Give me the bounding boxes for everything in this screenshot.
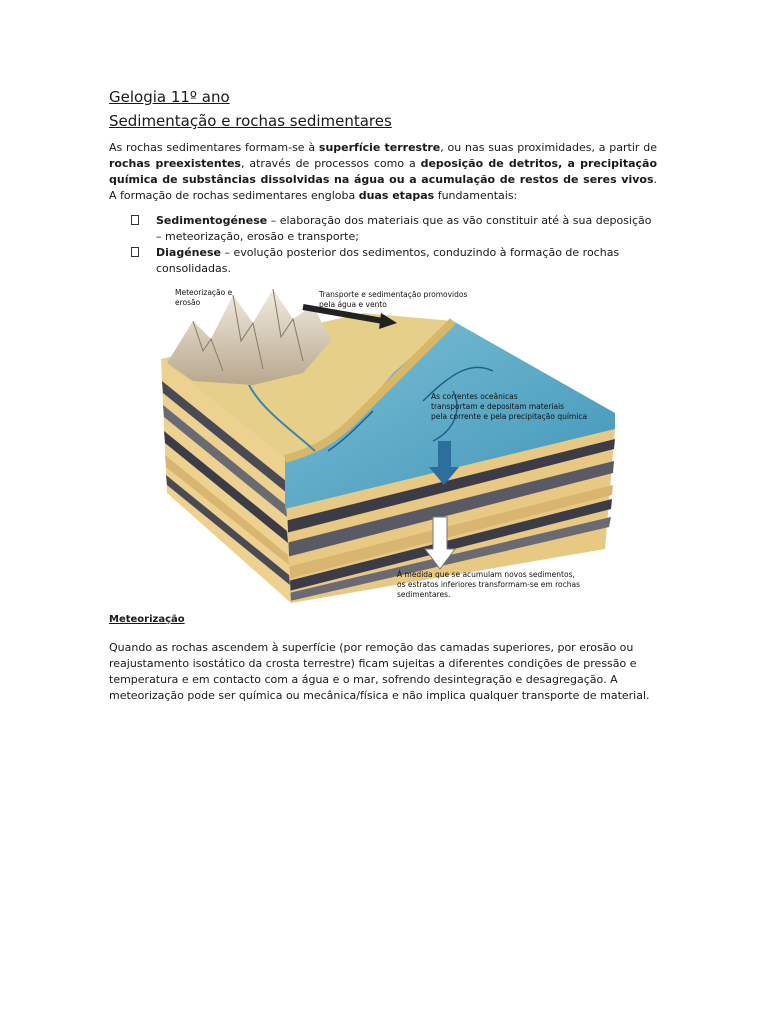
document-subtitle: Sedimentação e rochas sedimentares (109, 112, 392, 130)
label-strata-1: À medida que se acumulam novos sedimentos, (397, 570, 575, 579)
label-currents-3: pela corrente e pela precipitação química (431, 412, 588, 421)
intro-text-3: , através de processos como a (240, 157, 421, 170)
intro-bold-1: superfície terrestre (318, 141, 441, 154)
label-currents-2: transportam e depositam materiais (431, 402, 565, 411)
intro-text-4: . A formação de rochas sedimentares engloba (109, 173, 657, 202)
stage-desc: – evolução posterior dos sedimentos, conduzindo à formação de rochas consolidadas. (156, 246, 620, 275)
document-title: Gelogia 11º ano (109, 88, 230, 106)
intro-bold-2: rochas preexistentes (109, 157, 241, 170)
bullet-box-icon (131, 247, 139, 257)
intro-paragraph (109, 140, 657, 204)
label-strata-3: sedimentares. (397, 590, 451, 599)
intro-text-2: , ou nas suas proximidades, a partir de (440, 141, 657, 154)
label-strata-2: os estratos inferiores transformam-se em rochas (397, 580, 580, 589)
label-currents-1: As correntes oceânicas (431, 392, 518, 401)
label-weathering-2: erosão (175, 298, 201, 307)
stage-term: Sedimentogénese (156, 214, 268, 227)
stage-desc: – elaboração dos materiais que as vão constituir até à sua deposição – meteorização, erosão e transporte; (156, 214, 652, 243)
intro-bold-4: duas etapas (358, 189, 435, 202)
document-body (109, 86, 657, 277)
section-paragraph: Quando as rochas ascendem à superfície (por remoção das camadas superiores, por erosão ou reajustamento isostático da crosta terrestre) ficam sujeitas a diferentes condições de pressão e temperatura e em contacto com a água e o mar, sofrendo desintegração e desagregação. A meteorização pode ser química ou mecânica/física e não implica qualquer transporte de material. (109, 641, 650, 702)
section-title: Meteorização (109, 614, 185, 625)
intro-bold-3: deposição de detritos, a precipitação química de substâncias dissolvidas na água ou a acumulação de restos de seres vivos (109, 157, 658, 186)
label-transport-2: pela água e vento (319, 300, 387, 309)
label-transport-1: Transporte e sedimentação promovidos (319, 290, 468, 299)
intro-text-1: As rochas sedimentares formam-se à (109, 141, 319, 154)
stage-term: Diagénese (156, 246, 221, 259)
sedimentation-diagram (153, 281, 615, 607)
stages-list (109, 213, 657, 277)
label-weathering-1: Meteorização e (175, 288, 233, 297)
list-item (109, 213, 657, 245)
intro-text-5: fundamentais: (434, 189, 518, 202)
bullet-box-icon (131, 215, 139, 225)
list-item (109, 245, 657, 277)
